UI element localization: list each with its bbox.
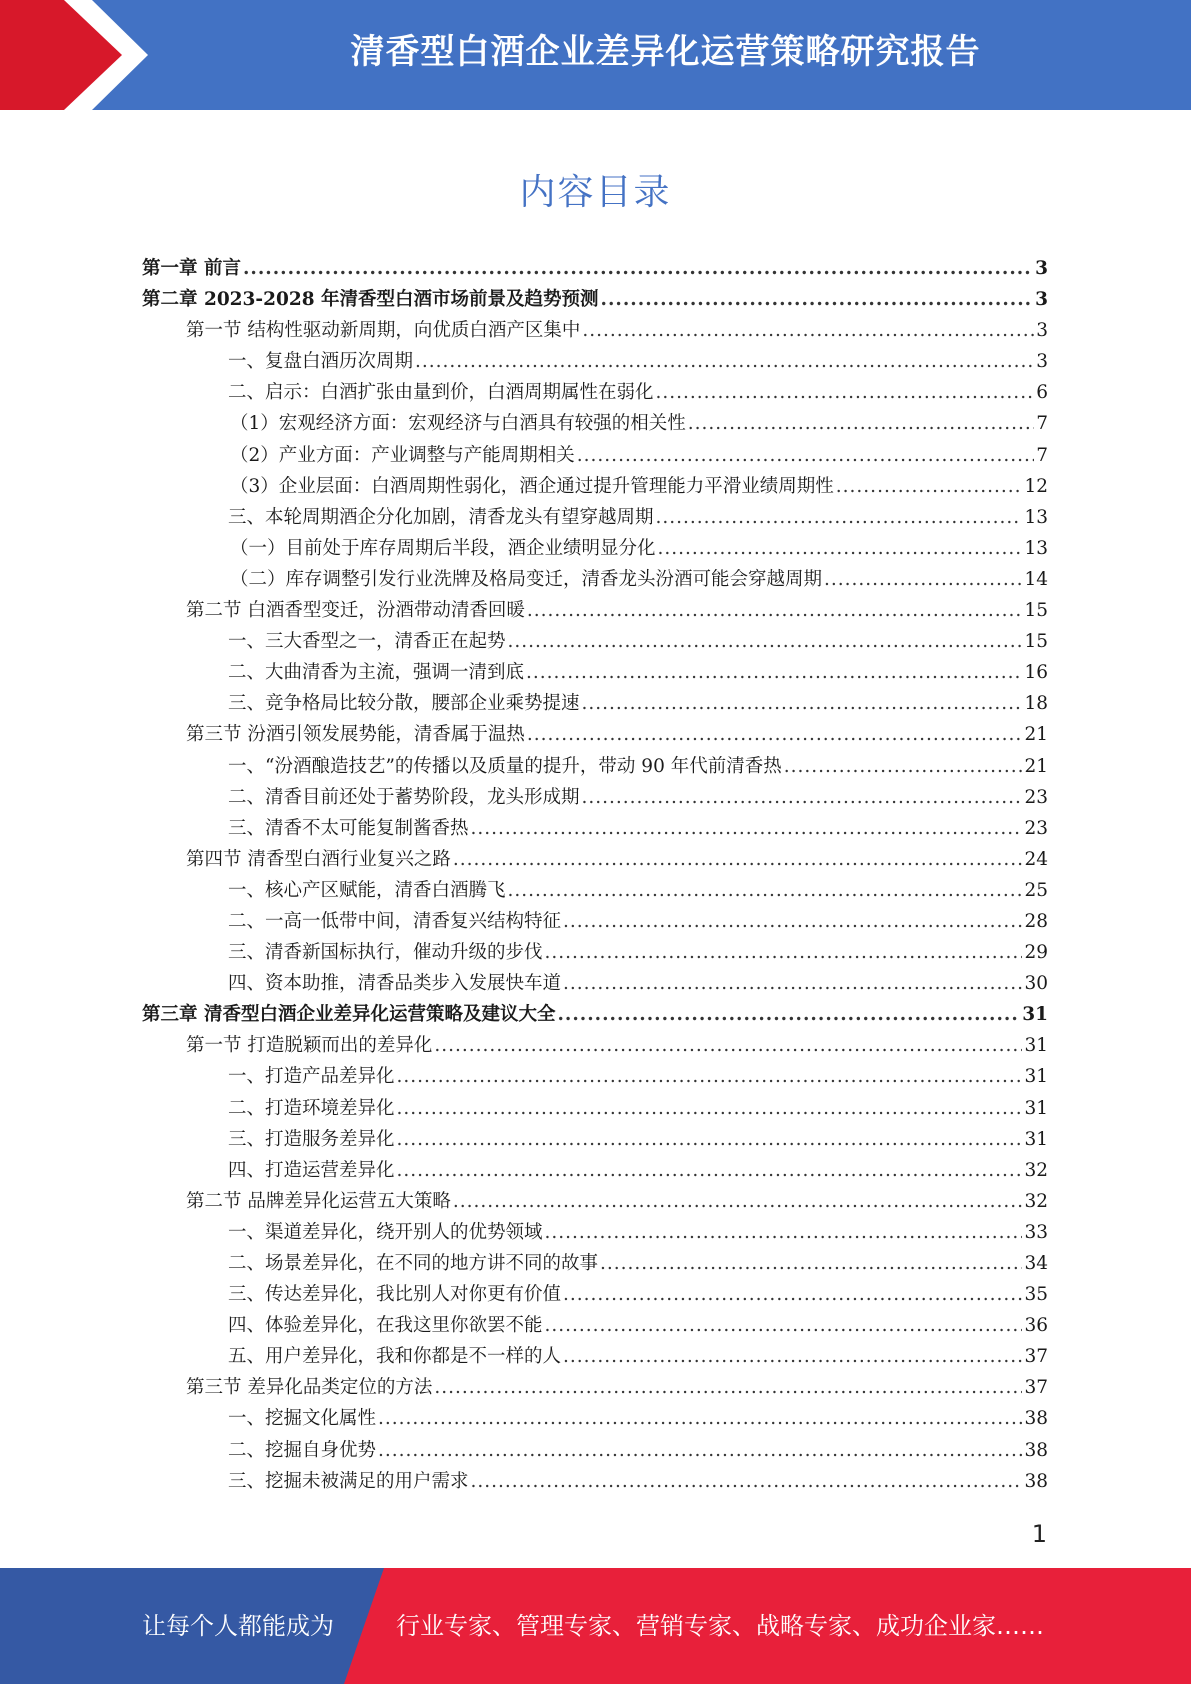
page-number: 1 — [1031, 1520, 1047, 1548]
toc-entry-page: 31 — [1022, 1004, 1048, 1026]
toc-dot-leader — [397, 1160, 1023, 1181]
report-title: 清香型白酒企业差异化运营策略研究报告 — [350, 32, 981, 72]
toc-entry[interactable] — [142, 752, 1048, 783]
toc-entry-label: （二）库存调整引发行业洗牌及格局变迁，清香龙头汾酒可能会穿越周期 — [230, 568, 823, 590]
toc-entry-page: 6 — [1036, 382, 1048, 404]
toc-entry[interactable] — [142, 534, 1048, 565]
toc-entry-page: 38 — [1024, 1470, 1048, 1492]
toc-entry-label: 一、核心产区赋能，清香白酒腾飞 — [228, 879, 506, 901]
toc-entry[interactable] — [142, 1218, 1048, 1249]
toc-entry[interactable] — [142, 627, 1048, 658]
toc-entry-page: 38 — [1024, 1439, 1048, 1461]
toc-entry-page: 32 — [1024, 1159, 1048, 1181]
toc-dot-leader — [656, 507, 1023, 528]
toc-entry-label: 二、大曲清香为主流，强调一清到底 — [228, 662, 525, 684]
toc-entry-page: 37 — [1024, 1377, 1048, 1399]
footer-slogan-roles: 行业专家、管理专家、营销专家、战略专家、成功企业家…… — [396, 1612, 1044, 1640]
toc-entry-page: 23 — [1024, 817, 1048, 839]
toc-dot-leader — [397, 1066, 1023, 1087]
toc-entry-page: 37 — [1024, 1346, 1048, 1368]
toc-entry-label: 第一节 打造脱颖而出的差异化 — [186, 1035, 433, 1057]
toc-dot-leader — [526, 662, 1022, 683]
toc-dot-leader — [582, 787, 1023, 808]
toc-entry-label: 三、打造服务差异化 — [228, 1128, 395, 1150]
toc-dot-leader — [563, 1346, 1022, 1367]
toc-dot-leader — [545, 942, 1023, 963]
toc-dot-leader — [563, 911, 1022, 932]
toc-entry-label: （一）目前处于库存周期后半段，酒企业绩明显分化 — [230, 537, 656, 559]
toc-entry[interactable] — [142, 1031, 1048, 1062]
toc-entry-page: 31 — [1024, 1128, 1048, 1150]
toc-entry-label: 四、资本助推，清香品类步入发展快车道 — [228, 973, 562, 995]
toc-entry[interactable] — [142, 503, 1048, 534]
toc-entry-page: 24 — [1024, 848, 1048, 870]
toc-entry-label: （3）企业层面：白酒周期性弱化，酒企通过提升管理能力平滑业绩周期性 — [230, 475, 834, 497]
toc-entry[interactable] — [142, 720, 1048, 751]
toc-entry[interactable] — [142, 845, 1048, 876]
toc-entry[interactable] — [142, 1000, 1048, 1031]
toc-entry-page: 31 — [1024, 1035, 1048, 1057]
toc-dot-leader — [508, 631, 1023, 652]
toc-entry-page: 3 — [1036, 351, 1048, 373]
toc-dot-leader — [658, 538, 1023, 559]
toc-entry-label: 二、打造环境差异化 — [228, 1097, 395, 1119]
footer-slogan-lead: 让每个人都能成为 — [142, 1612, 334, 1640]
toc-dot-leader — [784, 756, 1023, 777]
toc-entry-label: 一、打造产品差异化 — [228, 1066, 395, 1088]
toc-entry-page: 35 — [1024, 1284, 1048, 1306]
toc-entry[interactable] — [142, 938, 1048, 969]
toc-entry[interactable] — [142, 783, 1048, 814]
toc-entry-page: 15 — [1024, 600, 1048, 622]
toc-entry-label: 第三节 差异化品类定位的方法 — [186, 1377, 433, 1399]
toc-entry-label: 二、场景差异化，在不同的地方讲不同的故事 — [228, 1253, 599, 1274]
toc-dot-leader — [545, 1315, 1023, 1336]
toc-dot-leader — [527, 600, 1023, 621]
toc-entry[interactable] — [142, 876, 1048, 907]
toc-entry-label: 四、体验差异化，在我这里你欲罢不能 — [228, 1315, 543, 1337]
toc-entry[interactable] — [142, 472, 1048, 503]
toc-dot-leader — [243, 258, 1033, 279]
toc-entry[interactable] — [142, 814, 1048, 845]
toc-entry[interactable] — [142, 1467, 1048, 1498]
toc-dot-leader — [582, 320, 1034, 341]
toc-entry[interactable] — [142, 1280, 1048, 1311]
table-of-contents — [142, 254, 1048, 1498]
toc-entry-page: 12 — [1024, 475, 1048, 497]
toc-entry[interactable] — [142, 1404, 1048, 1435]
toc-entry-label: 三、本轮周期酒企分化加剧，清香龙头有望穿越周期 — [228, 506, 654, 528]
toc-entry-page: 33 — [1024, 1221, 1048, 1243]
header-arrow-decoration — [0, 0, 160, 110]
toc-entry-label: 二、挖掘自身优势 — [228, 1439, 377, 1461]
toc-dot-leader — [471, 818, 1023, 839]
toc-entry-label: 三、清香新国标执行，催动升级的步伐 — [228, 942, 543, 964]
toc-entry-label: 二、启示：白酒扩张由量到价，白酒周期属性在弱化 — [228, 382, 654, 404]
toc-entry-label: 三、传达差异化，我比别人对你更有价值 — [228, 1284, 562, 1306]
toc-entry[interactable] — [142, 1249, 1048, 1280]
toc-entry-label: 一、复盘白酒历次周期 — [228, 351, 414, 373]
toc-entry[interactable] — [142, 1125, 1048, 1156]
toc-entry-label: 第三章 清香型白酒企业差异化运营策略及建议大全 — [142, 1004, 556, 1026]
toc-entry-label: 四、打造运营差异化 — [228, 1159, 395, 1181]
toc-dot-leader — [378, 1408, 1022, 1429]
toc-dot-leader — [415, 351, 1034, 372]
toc-dot-leader — [434, 1377, 1022, 1398]
toc-heading: 内容目录 — [519, 172, 672, 213]
toc-entry-label: 一、三大香型之一，清香正在起势 — [228, 631, 506, 653]
toc-dot-leader — [453, 849, 1023, 870]
toc-dot-leader — [378, 1440, 1022, 1461]
toc-dot-leader — [656, 382, 1035, 403]
toc-dot-leader — [453, 1191, 1023, 1212]
toc-dot-leader — [600, 1253, 1022, 1274]
toc-entry[interactable] — [142, 1373, 1048, 1404]
toc-entry-label: 第一节 结构性驱动新周期，向优质白酒产区集中 — [186, 320, 581, 342]
toc-dot-leader — [557, 1004, 1020, 1025]
toc-entry[interactable] — [142, 658, 1048, 689]
toc-dot-leader — [434, 1035, 1022, 1056]
toc-entry[interactable] — [142, 441, 1048, 472]
toc-dot-leader — [601, 289, 1034, 310]
toc-dot-leader — [471, 1471, 1023, 1492]
toc-entry-label: 第三节 汾酒引领发展势能，清香属于温热 — [186, 724, 525, 746]
toc-dot-leader — [563, 1284, 1022, 1305]
toc-entry-label: 二、清香目前还处于蓄势阶段，龙头形成期 — [228, 786, 580, 808]
toc-dot-leader — [397, 1129, 1023, 1150]
toc-entry-page: 13 — [1024, 537, 1048, 559]
toc-entry-label: 五、用户差异化，我和你都是不一样的人 — [228, 1346, 562, 1368]
toc-entry-label: 一、“汾酒酿造技艺”的传播以及质量的提升，带动 90 年代前清香热 — [228, 755, 782, 777]
toc-entry[interactable] — [142, 316, 1048, 347]
toc-entry-label: （2）产业方面：产业调整与产能周期相关 — [230, 444, 575, 466]
toc-dot-leader — [397, 1098, 1023, 1119]
toc-entry-label: 第二节 品牌差异化运营五大策略 — [186, 1190, 451, 1212]
page-header — [0, 0, 1191, 110]
toc-entry-label: 第二节 白酒香型变迁，汾酒带动清香回暖 — [186, 600, 525, 622]
toc-entry-page: 31 — [1024, 1097, 1048, 1119]
toc-entry-label: 三、挖掘未被满足的用户需求 — [228, 1470, 469, 1492]
toc-entry-page: 32 — [1024, 1190, 1048, 1212]
toc-dot-leader — [545, 1222, 1023, 1243]
toc-entry[interactable] — [142, 1156, 1048, 1187]
toc-entry-label: 第二章 2023-2028 年清香型白酒市场前景及趋势预测 — [142, 289, 599, 311]
toc-entry-page: 30 — [1024, 973, 1048, 995]
toc-dot-leader — [836, 476, 1023, 497]
toc-entry-page: 14 — [1024, 568, 1048, 590]
toc-entry-label: 一、渠道差异化，绕开别人的优势领域 — [228, 1221, 543, 1243]
toc-dot-leader — [563, 973, 1022, 994]
toc-entry-page: 13 — [1024, 506, 1048, 528]
toc-dot-leader — [688, 413, 1034, 434]
toc-entry-page: 23 — [1024, 786, 1048, 808]
toc-entry-page: 7 — [1036, 413, 1048, 435]
toc-entry-label: 第四节 清香型白酒行业复兴之路 — [186, 848, 451, 870]
toc-entry-page: 31 — [1024, 1066, 1048, 1088]
toc-entry-page: 18 — [1024, 693, 1048, 715]
toc-entry-label: 二、一高一低带中间，清香复兴结构特征 — [228, 910, 562, 932]
toc-entry-page: 3 — [1035, 258, 1048, 279]
toc-entry[interactable] — [142, 347, 1048, 378]
toc-entry[interactable] — [142, 1311, 1048, 1342]
toc-entry-page: 36 — [1024, 1315, 1048, 1337]
toc-entry-page: 21 — [1024, 755, 1048, 777]
toc-dot-leader — [582, 693, 1023, 714]
toc-entry-label: （1）宏观经济方面：宏观经济与白酒具有较强的相关性 — [230, 413, 686, 435]
toc-entry[interactable] — [142, 254, 1048, 285]
page-footer — [0, 1568, 1191, 1684]
toc-entry-page: 29 — [1024, 942, 1048, 964]
toc-entry[interactable] — [142, 378, 1048, 409]
toc-entry-page: 15 — [1024, 631, 1048, 653]
toc-entry[interactable] — [142, 409, 1048, 440]
toc-entry-label: 一、挖掘文化属性 — [228, 1408, 377, 1430]
toc-entry[interactable] — [142, 907, 1048, 938]
toc-dot-leader — [577, 445, 1034, 466]
toc-entry-page: 21 — [1024, 724, 1048, 746]
toc-entry[interactable] — [142, 1436, 1048, 1467]
toc-entry-page: 25 — [1024, 879, 1048, 901]
toc-entry-page: 34 — [1024, 1253, 1048, 1274]
toc-entry[interactable] — [142, 1094, 1048, 1125]
toc-entry-page: 3 — [1036, 320, 1048, 342]
toc-entry-page: 7 — [1036, 444, 1048, 466]
toc-entry[interactable] — [142, 689, 1048, 720]
toc-dot-leader — [527, 724, 1023, 745]
toc-dot-leader — [824, 569, 1022, 590]
toc-entry-page: 38 — [1024, 1408, 1048, 1430]
toc-entry-page: 16 — [1024, 662, 1048, 684]
toc-entry-label: 三、清香不太可能复制酱香热 — [228, 817, 469, 839]
toc-entry[interactable] — [142, 1342, 1048, 1373]
toc-entry-label: 第一章 前言 — [142, 258, 241, 279]
toc-entry[interactable] — [142, 285, 1048, 316]
toc-dot-leader — [508, 880, 1023, 901]
toc-entry[interactable] — [142, 1062, 1048, 1093]
toc-entry[interactable] — [142, 565, 1048, 596]
toc-entry-page: 3 — [1035, 289, 1048, 311]
toc-entry[interactable] — [142, 969, 1048, 1000]
toc-entry[interactable] — [142, 1187, 1048, 1218]
toc-entry[interactable] — [142, 596, 1048, 627]
toc-entry-label: 三、竞争格局比较分散，腰部企业乘势提速 — [228, 693, 580, 715]
toc-entry-page: 28 — [1024, 910, 1048, 932]
